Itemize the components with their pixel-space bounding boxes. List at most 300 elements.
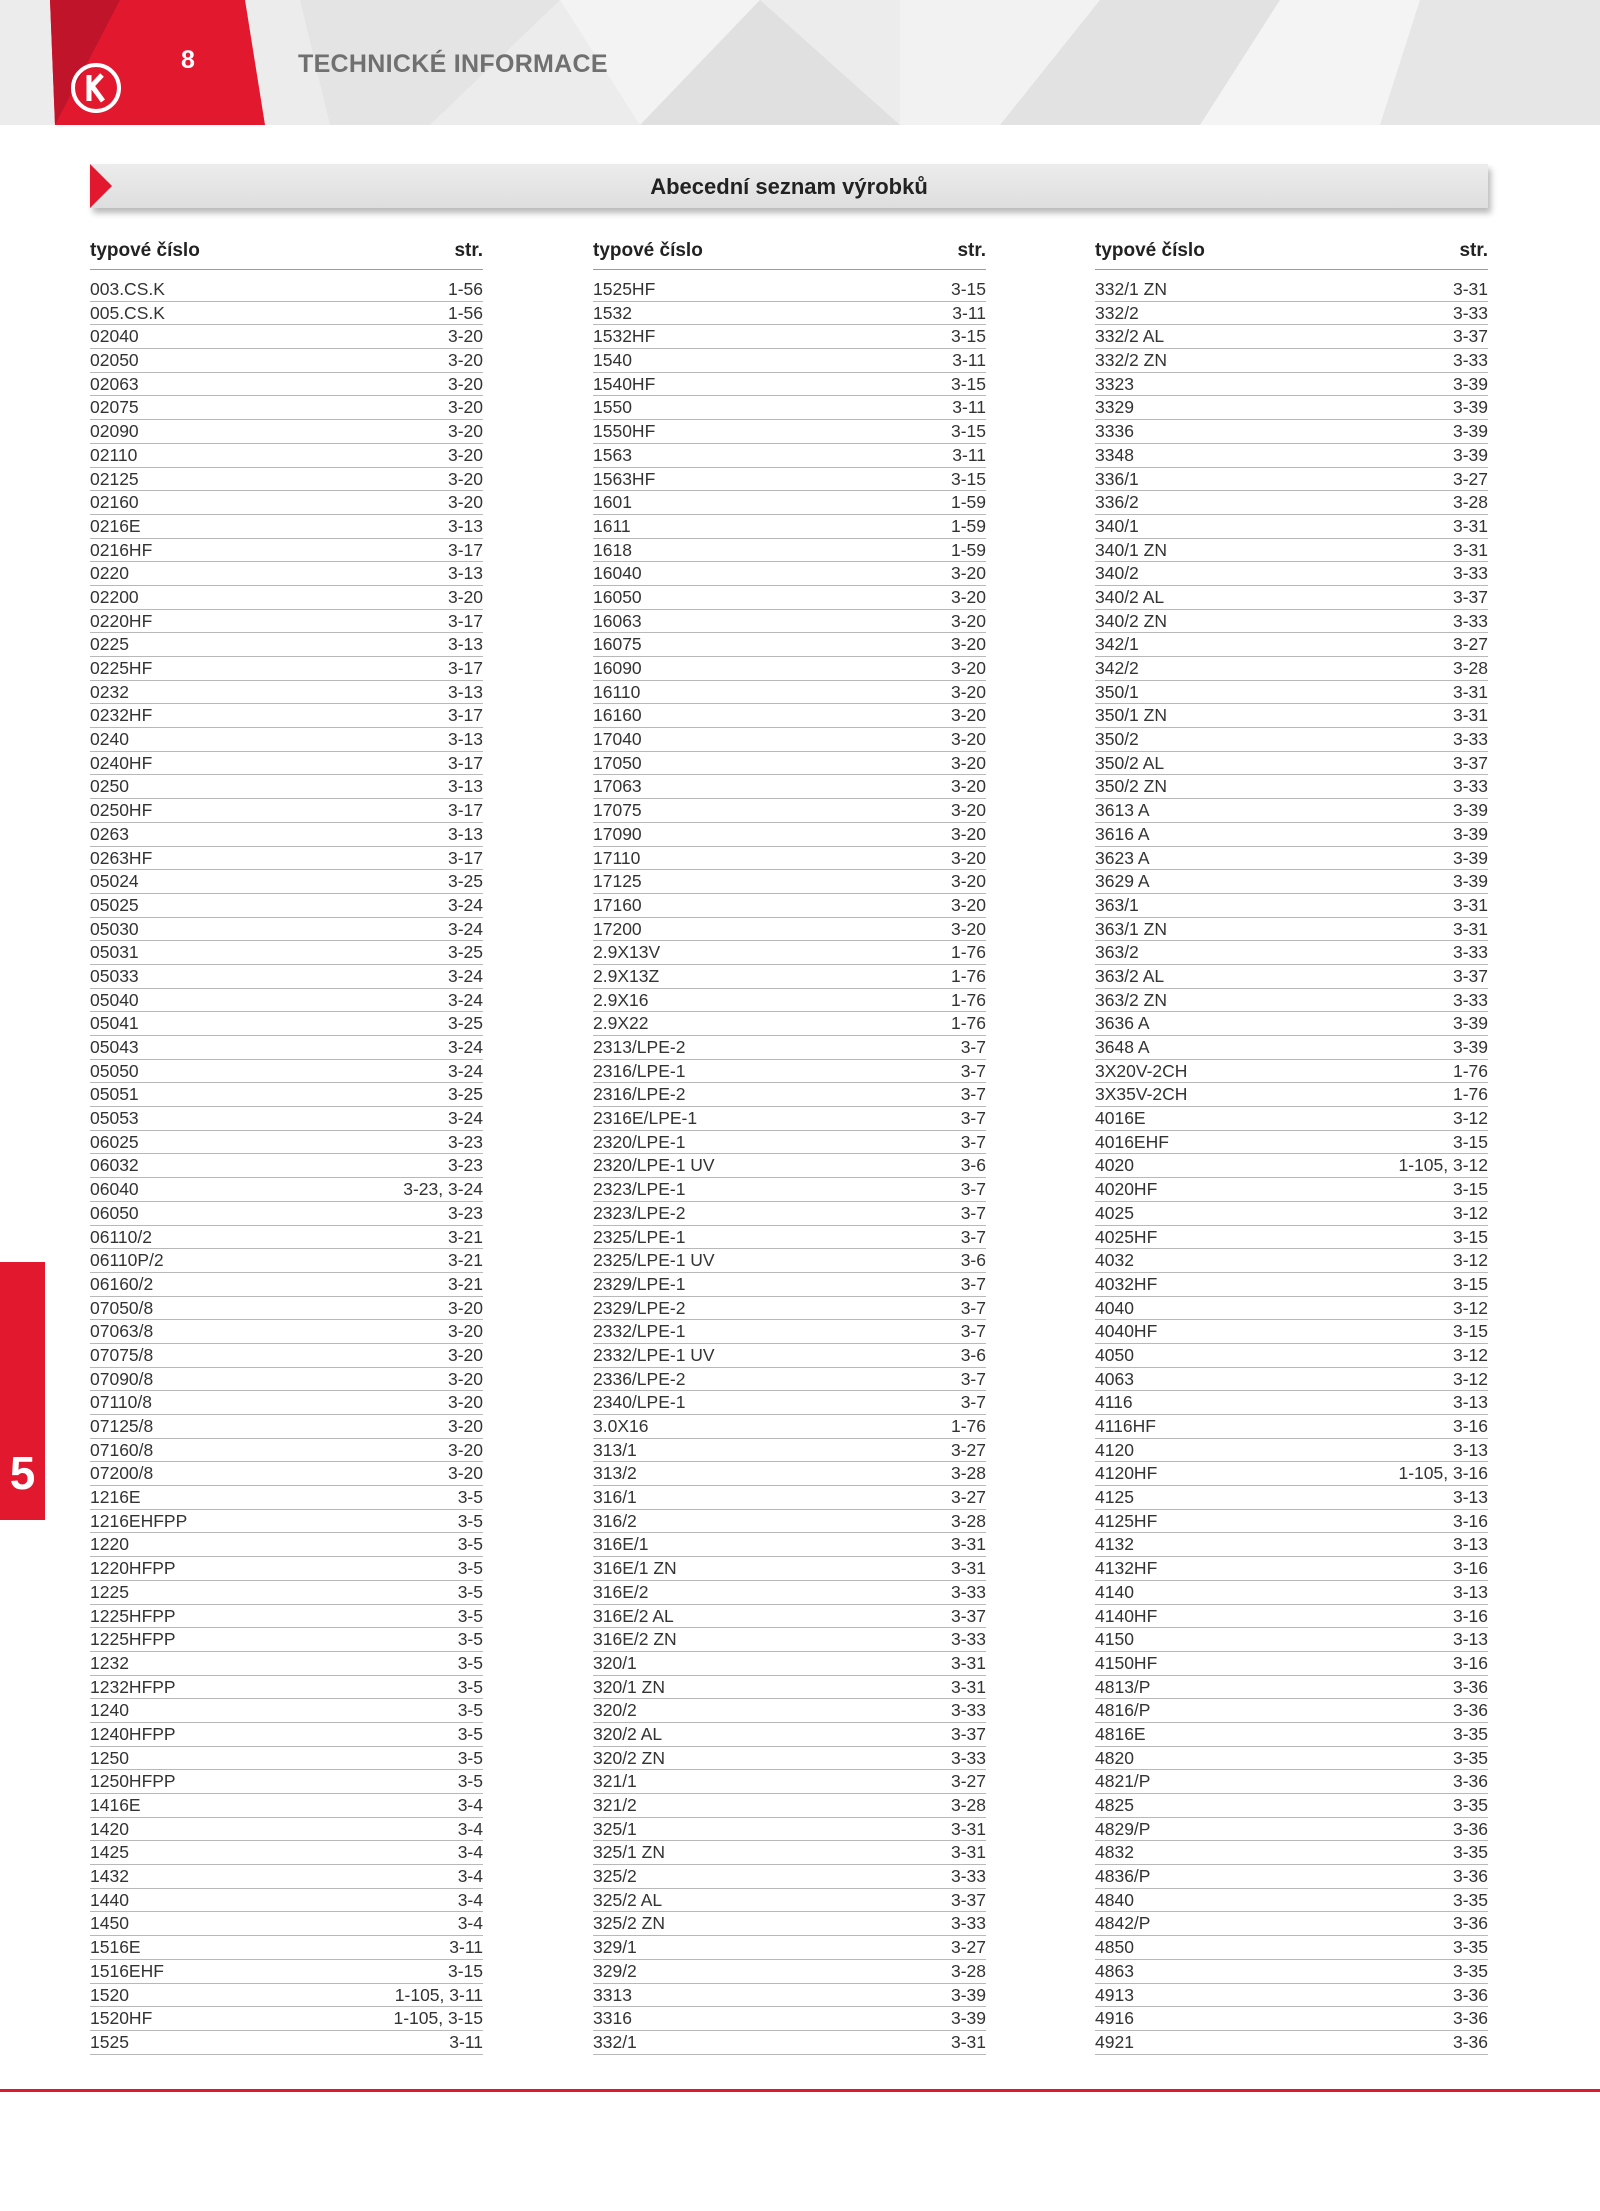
table-row [593, 1462, 986, 1486]
table-row [1095, 1605, 1488, 1629]
page-ref-cell: 3-11 [449, 2031, 483, 2052]
page-ref-cell: 3-20 [950, 871, 986, 892]
table-row [90, 610, 483, 634]
type-number-cell: 1250 [90, 1747, 129, 1768]
page-ref-cell: 3-20 [950, 776, 986, 797]
index-column-2 [593, 240, 986, 2055]
table-row [90, 1912, 483, 1936]
table-row [593, 1486, 986, 1510]
type-number-cell: 06050 [90, 1202, 139, 1223]
table-row [1095, 349, 1488, 373]
table-row [1095, 539, 1488, 563]
table-row [1095, 823, 1488, 847]
page-ref-cell: 3-33 [950, 1913, 986, 1934]
table-row [1095, 562, 1488, 586]
page-ref-cell: 3-23, 3-24 [403, 1179, 483, 1200]
page-ref-cell: 3-27 [950, 1937, 986, 1958]
page-ref-cell: 3-12 [1452, 1368, 1488, 1389]
column-header [1095, 240, 1488, 270]
page-ref-cell: 3-5 [457, 1510, 483, 1531]
type-number-cell: 1516EHF [90, 1960, 164, 1981]
type-number-cell: 340/2 [1095, 563, 1139, 584]
table-row [90, 1510, 483, 1534]
table-row [90, 1818, 483, 1842]
page-ref-cell: 3-11 [952, 444, 986, 465]
table-row [1095, 1178, 1488, 1202]
type-number-cell: 4116 [1095, 1392, 1133, 1413]
page-ref-cell: 3-20 [447, 1463, 483, 1484]
type-number-cell: 4032 [1095, 1250, 1134, 1271]
type-number-cell: 4016E [1095, 1108, 1146, 1129]
table-row [1095, 870, 1488, 894]
type-number-cell: 4032HF [1095, 1273, 1158, 1294]
type-number-cell: 1250HFPP [90, 1771, 176, 1792]
type-number-cell: 1550 [593, 397, 632, 418]
table-row [90, 1462, 483, 1486]
type-number-cell: 1525 [90, 2031, 129, 2052]
table-row [1095, 657, 1488, 681]
type-number-cell: 340/1 ZN [1095, 539, 1167, 560]
page-ref-cell: 3-31 [1452, 918, 1488, 939]
type-number-cell: 1450 [90, 1913, 129, 1934]
page-ref-cell: 3-12 [1452, 1202, 1488, 1223]
table-row [90, 965, 483, 989]
page-ref-cell: 3-37 [950, 1723, 986, 1744]
page-ref-cell: 3-20 [950, 918, 986, 939]
page-ref-cell: 3-33 [1452, 302, 1488, 323]
type-number-cell: 1520HF [90, 2008, 153, 2029]
table-row [593, 1794, 986, 1818]
type-number-cell: 2320/LPE-1 UV [593, 1155, 715, 1176]
type-number-cell: 336/1 [1095, 468, 1139, 489]
table-row [90, 799, 483, 823]
page-ref-cell: 3-5 [457, 1534, 483, 1555]
column-header [90, 240, 483, 270]
page-ref-cell: 3-20 [950, 705, 986, 726]
type-number-cell: 0232 [90, 681, 129, 702]
type-number-cell: 313/2 [593, 1463, 637, 1484]
type-number-cell: 17063 [593, 776, 642, 797]
type-number-cell: 02090 [90, 421, 139, 442]
page-ref-cell: 3-31 [1452, 705, 1488, 726]
table-row [1095, 1226, 1488, 1250]
type-number-cell: 1240HFPP [90, 1723, 176, 1744]
table-row [1095, 610, 1488, 634]
type-number-cell: 07050/8 [90, 1297, 154, 1318]
page-ref-cell: 3-35 [1452, 1960, 1488, 1981]
table-row [593, 847, 986, 871]
page-ref-cell: 3-15 [1452, 1226, 1488, 1247]
type-number-cell: 321/1 [593, 1771, 637, 1792]
type-number-cell: 05025 [90, 894, 139, 915]
table-row [90, 1628, 483, 1652]
table-row [593, 752, 986, 776]
page-ref-cell: 3-20 [447, 421, 483, 442]
type-number-cell: 313/1 [593, 1439, 637, 1460]
table-row [1095, 1747, 1488, 1771]
type-number-cell: 4836/P [1095, 1866, 1151, 1887]
table-row [593, 894, 986, 918]
type-number-cell: 316E/1 ZN [593, 1558, 677, 1579]
type-number-cell: 4150 [1095, 1629, 1134, 1650]
table-row [593, 1557, 986, 1581]
page-ref-cell: 3-5 [457, 1581, 483, 1602]
type-number-cell: 1240 [90, 1700, 129, 1721]
type-number-cell: 4921 [1095, 2031, 1134, 2052]
page-ref-cell: 3-21 [447, 1273, 483, 1294]
table-row [1095, 491, 1488, 515]
page-ref-cell: 3-20 [950, 610, 986, 631]
page-ref-cell: 3-20 [950, 634, 986, 655]
type-number-cell: 003.CS.K [90, 279, 165, 299]
table-row [593, 1344, 986, 1368]
type-number-cell: 16090 [593, 658, 642, 678]
page-ref-cell: 3-28 [1452, 658, 1488, 678]
page-ref-cell: 3-20 [950, 586, 986, 607]
type-number-cell: 320/1 ZN [593, 1676, 665, 1697]
page-ref-cell: 3-5 [457, 1487, 483, 1508]
table-row [90, 1770, 483, 1794]
page-ref-cell: 3-33 [950, 1629, 986, 1650]
table-row [90, 491, 483, 515]
table-row [1095, 1699, 1488, 1723]
page-ref-cell: 3-37 [1452, 752, 1488, 773]
page-ref-cell: 3-20 [447, 1368, 483, 1389]
page-ref-cell: 3-5 [457, 1652, 483, 1673]
table-row [90, 1036, 483, 1060]
table-row [593, 1889, 986, 1913]
page-ref-cell: 3-20 [447, 1344, 483, 1365]
type-number-cell: 329/2 [593, 1960, 637, 1981]
table-row [1095, 586, 1488, 610]
type-number-cell: 16075 [593, 634, 642, 655]
page-ref-cell: 3-37 [950, 1605, 986, 1626]
table-row [593, 1581, 986, 1605]
table-row [1095, 396, 1488, 420]
table-row [1095, 1249, 1488, 1273]
page-ref-cell: 3-17 [447, 705, 483, 726]
type-number-cell: 16160 [593, 705, 642, 726]
page-ref-cell: 1-76 [950, 942, 986, 963]
type-number-cell: 17125 [593, 871, 642, 892]
table-row [90, 586, 483, 610]
table-row [1095, 1628, 1488, 1652]
type-number-cell: 1225 [90, 1581, 129, 1602]
type-number-cell: 2329/LPE-1 [593, 1273, 686, 1294]
table-row [1095, 989, 1488, 1013]
table-row [90, 1202, 483, 1226]
page-ref-cell: 3-21 [447, 1226, 483, 1247]
page-ref-cell: 3-5 [457, 1676, 483, 1697]
table-row [1095, 515, 1488, 539]
page-ref-cell: 3-15 [1452, 1131, 1488, 1152]
page-ref-cell: 3-13 [1452, 1439, 1488, 1460]
page-ref-cell: 3-11 [449, 1937, 483, 1958]
type-number-cell: 1601 [593, 492, 632, 513]
table-row [593, 1984, 986, 2008]
type-number-cell: 4821/P [1095, 1771, 1151, 1792]
type-number-cell: 1416E [90, 1795, 141, 1815]
page-ref-cell: 3-4 [457, 1913, 483, 1934]
table-row [593, 1297, 986, 1321]
table-row [1095, 681, 1488, 705]
table-row [593, 349, 986, 373]
page-ref-cell: 1-56 [447, 279, 483, 299]
type-number-cell: 316/2 [593, 1510, 637, 1531]
type-number-cell: 1540 [593, 350, 632, 371]
type-number-cell: 06110P/2 [90, 1250, 164, 1271]
page-ref-cell: 3-28 [950, 1960, 986, 1981]
page-ref-cell: 3-5 [457, 1605, 483, 1626]
table-row [90, 1178, 483, 1202]
table-row [593, 965, 986, 989]
page-ref-cell: 3-36 [1452, 1984, 1488, 2005]
type-number-cell: 1432 [90, 1866, 129, 1887]
page-ref-cell: 3-28 [950, 1463, 986, 1484]
type-number-cell: 350/2 ZN [1095, 776, 1167, 797]
table-row [90, 420, 483, 444]
type-number-cell: 4850 [1095, 1937, 1134, 1958]
type-number-cell: 2.9X13V [593, 942, 661, 963]
type-number-cell: 3336 [1095, 421, 1134, 442]
table-row [593, 1747, 986, 1771]
page-ref-cell: 3-33 [1452, 610, 1488, 631]
page-ref-cell: 3-36 [1452, 1700, 1488, 1721]
page-ref-cell: 3-20 [447, 1392, 483, 1413]
column-header [593, 240, 986, 270]
type-number-cell: 07075/8 [90, 1344, 154, 1365]
table-row [593, 704, 986, 728]
header-type-number: typové číslo [1095, 240, 1205, 261]
page-ref-cell: 3-7 [960, 1060, 986, 1081]
table-row [593, 373, 986, 397]
type-number-cell: 02110 [90, 444, 138, 465]
header-type-number: typové číslo [90, 240, 200, 261]
page-ref-cell: 3-20 [447, 586, 483, 607]
table-row [90, 1083, 483, 1107]
table-row [1095, 2031, 1488, 2055]
page-ref-cell: 3-17 [447, 658, 483, 678]
table-row [1095, 1060, 1488, 1084]
type-number-cell: 325/2 [593, 1866, 637, 1887]
table-row [593, 610, 986, 634]
table-row [1095, 1841, 1488, 1865]
table-row [90, 918, 483, 942]
type-number-cell: 0232HF [90, 705, 153, 726]
type-number-cell: 07090/8 [90, 1368, 154, 1389]
page-ref-cell: 3-36 [1452, 2008, 1488, 2029]
page-ref-cell: 3-24 [447, 1108, 483, 1129]
type-number-cell: 340/1 [1095, 515, 1139, 536]
table-row [593, 515, 986, 539]
page-ref-cell: 3-5 [457, 1747, 483, 1768]
table-row [90, 1012, 483, 1036]
page-number: 8 [181, 46, 195, 74]
table-row [593, 278, 986, 302]
page-ref-cell: 3-13 [1452, 1581, 1488, 1602]
type-number-cell: 363/2 AL [1095, 965, 1165, 986]
table-row [593, 586, 986, 610]
page-ref-cell: 3-12 [1452, 1297, 1488, 1318]
page-ref-cell: 3-7 [960, 1297, 986, 1318]
page-ref-cell: 3-39 [950, 2008, 986, 2029]
type-number-cell: 1216E [90, 1487, 141, 1508]
table-row [90, 704, 483, 728]
page-ref-cell: 3-35 [1452, 1747, 1488, 1768]
table-row [593, 539, 986, 563]
page-ref-cell: 3-11 [952, 397, 986, 418]
table-row [90, 657, 483, 681]
table-row [90, 633, 483, 657]
type-number-cell: 1232 [90, 1652, 129, 1673]
table-row [593, 657, 986, 681]
chapter-tab-label: 5 [9, 1447, 36, 1499]
type-number-cell: 2316E/LPE-1 [593, 1108, 698, 1129]
type-number-cell: 3623 A [1095, 847, 1150, 868]
table-row [90, 870, 483, 894]
type-number-cell: 4020 [1095, 1155, 1134, 1176]
type-number-cell: 316E/2 [593, 1581, 649, 1602]
page-ref-cell: 3-15 [1452, 1321, 1488, 1342]
table-row [90, 1652, 483, 1676]
page-ref-cell: 1-56 [447, 302, 483, 323]
table-row [593, 1178, 986, 1202]
table-row [90, 1889, 483, 1913]
type-number-cell: 06032 [90, 1155, 139, 1176]
page-ref-cell: 3-28 [1452, 492, 1488, 513]
page-ref-cell: 3-7 [960, 1179, 986, 1200]
table-row [90, 1249, 483, 1273]
table-row [593, 1036, 986, 1060]
type-number-cell: 1516E [90, 1937, 141, 1958]
page-ref-cell: 3-20 [950, 847, 986, 868]
page-ref-cell: 3-39 [1452, 397, 1488, 418]
table-row [593, 681, 986, 705]
page-ref-cell: 3-7 [960, 1321, 986, 1342]
type-number-cell: 4916 [1095, 2008, 1134, 2029]
type-number-cell: 320/1 [593, 1652, 637, 1673]
type-number-cell: 340/2 ZN [1095, 610, 1167, 631]
table-row [90, 2031, 483, 2055]
table-row [1095, 1865, 1488, 1889]
table-row [90, 1936, 483, 1960]
page-ref-cell: 3-20 [950, 658, 986, 678]
type-number-cell: 07063/8 [90, 1321, 154, 1342]
page-ref-cell: 1-59 [950, 492, 986, 513]
type-number-cell: 02075 [90, 397, 139, 418]
table-row [90, 1486, 483, 1510]
table-row [1095, 1344, 1488, 1368]
table-row [593, 444, 986, 468]
table-row [90, 1984, 483, 2008]
type-number-cell: 2332/LPE-1 [593, 1321, 686, 1342]
page-ref-cell: 3-20 [447, 326, 483, 347]
type-number-cell: 316E/2 AL [593, 1605, 674, 1626]
table-row [593, 870, 986, 894]
table-row [593, 396, 986, 420]
type-number-cell: 2313/LPE-2 [593, 1037, 686, 1057]
type-number-cell: 1540HF [593, 373, 656, 394]
page-ref-cell: 3-20 [447, 1297, 483, 1318]
table-row [593, 1936, 986, 1960]
page-ref-cell: 3-16 [1452, 1558, 1488, 1579]
page-ref-cell: 3-20 [950, 823, 986, 844]
type-number-cell: 4016EHF [1095, 1131, 1169, 1152]
type-number-cell: 4125HF [1095, 1510, 1158, 1531]
page-ref-cell: 3-13 [1452, 1392, 1488, 1413]
type-number-cell: 332/2 [1095, 302, 1139, 323]
table-row [593, 2031, 986, 2055]
page-ref-cell: 3-37 [1452, 586, 1488, 607]
table-row [593, 1273, 986, 1297]
type-number-cell: 329/1 [593, 1937, 637, 1958]
type-number-cell: 17160 [593, 894, 642, 915]
type-number-cell: 0250HF [90, 800, 153, 821]
page-ref-cell: 1-105, 3-16 [1398, 1463, 1488, 1484]
page-ref-cell: 3-13 [447, 823, 483, 844]
table-row [1095, 1770, 1488, 1794]
type-number-cell: 4816E [1095, 1723, 1146, 1744]
table-row [1095, 918, 1488, 942]
table-row [1095, 1581, 1488, 1605]
type-number-cell: 4863 [1095, 1960, 1134, 1981]
type-number-cell: 06025 [90, 1131, 139, 1152]
type-number-cell: 06160/2 [90, 1273, 154, 1294]
type-number-cell: 07160/8 [90, 1439, 154, 1460]
page-ref-cell: 3-36 [1452, 1771, 1488, 1792]
type-number-cell: 0263HF [90, 847, 153, 868]
page-ref-cell: 3-24 [447, 918, 483, 939]
type-number-cell: 4063 [1095, 1368, 1134, 1389]
table-row [90, 1344, 483, 1368]
type-number-cell: 2340/LPE-1 [593, 1392, 686, 1413]
type-number-cell: 07125/8 [90, 1416, 154, 1436]
header-page: str. [454, 240, 483, 261]
page-ref-cell: 3-13 [1452, 1629, 1488, 1650]
page-ref-cell: 3-20 [447, 1321, 483, 1342]
index-rows [90, 278, 483, 2055]
table-row [593, 1083, 986, 1107]
type-number-cell: 05030 [90, 918, 139, 939]
type-number-cell: 3636 A [1095, 1013, 1150, 1034]
page-ref-cell: 3-20 [950, 752, 986, 773]
table-row [90, 894, 483, 918]
page-ref-cell: 3-24 [447, 894, 483, 915]
page-ref-cell: 3-17 [447, 800, 483, 821]
type-number-cell: 05031 [90, 942, 139, 963]
table-row [1095, 1462, 1488, 1486]
table-row [593, 1510, 986, 1534]
page-ref-cell: 3-17 [447, 610, 483, 631]
page-ref-cell: 3-33 [950, 1866, 986, 1887]
table-row [593, 918, 986, 942]
page-ref-cell: 3-23 [447, 1131, 483, 1152]
type-number-cell: 2332/LPE-1 UV [593, 1344, 715, 1365]
type-number-cell: 320/2 [593, 1700, 637, 1721]
table-row [1095, 1486, 1488, 1510]
page-ref-cell: 3-31 [950, 1842, 986, 1863]
type-number-cell: 316E/2 ZN [593, 1629, 677, 1650]
type-number-cell: 350/1 [1095, 681, 1139, 702]
table-row [90, 373, 483, 397]
type-number-cell: 07110/8 [90, 1392, 152, 1413]
type-number-cell: 4132 [1095, 1534, 1134, 1555]
type-number-cell: 325/2 AL [593, 1889, 663, 1910]
type-number-cell: 325/1 ZN [593, 1842, 665, 1863]
table-row [1095, 1131, 1488, 1155]
index-rows [593, 278, 986, 2055]
page-ref-cell: 3-33 [1452, 942, 1488, 963]
